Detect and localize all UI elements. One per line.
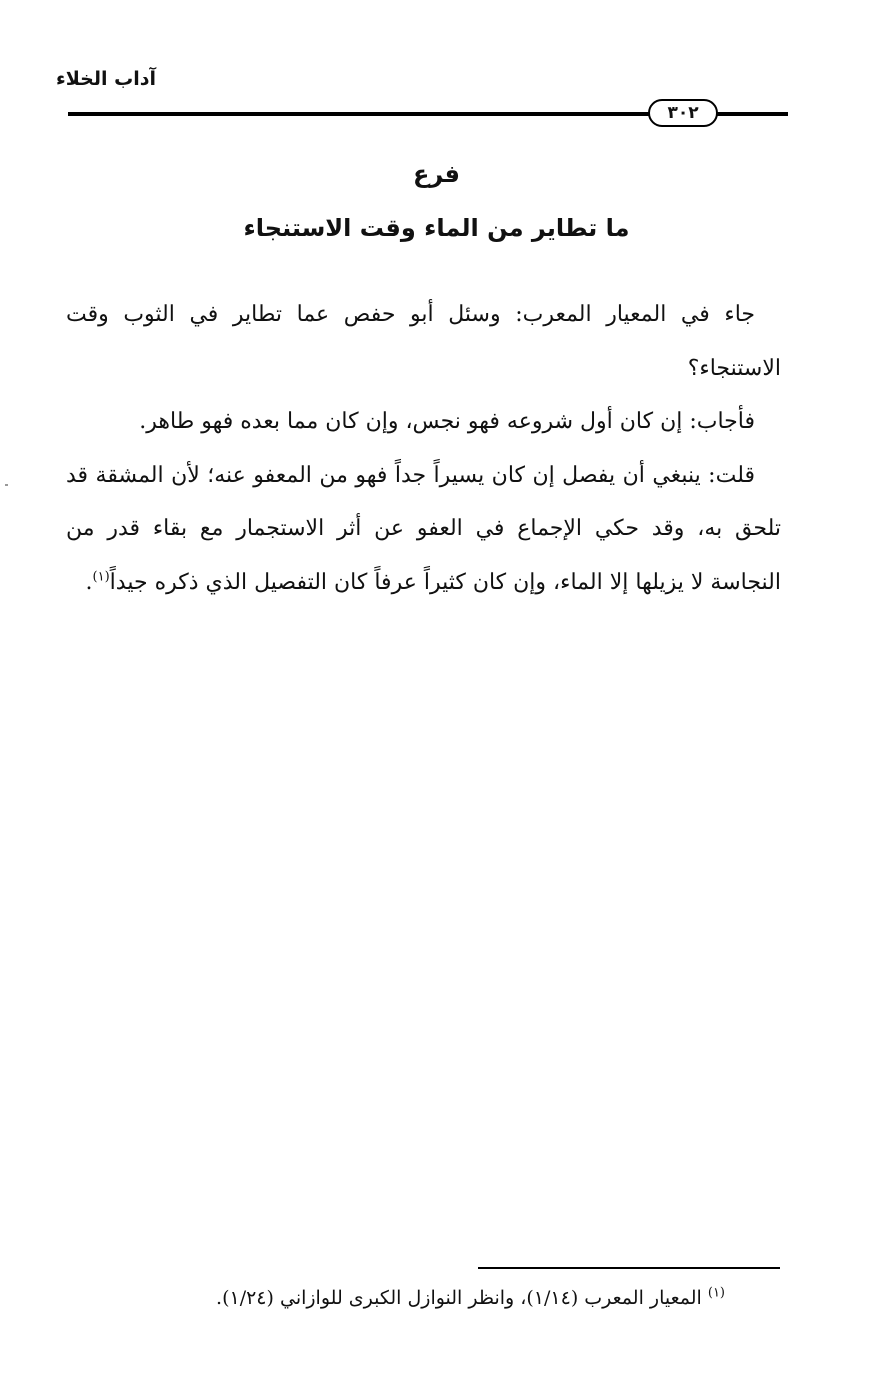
- paragraph-question: جاء في المعيار المعرب: وسئل أبو حفص عما تطاير في الثوب وقت الاستنجاء؟: [66, 302, 781, 381]
- footnote: [125, 1283, 725, 1313]
- comment-text: قلت: ينبغي أن يفصل إن كان يسيراً جداً فهو من المعفو عنه؛ لأن المشقة قد تلحق به، وقد حكي الإجماع في العفو عن أثر الاستجمار مع بقاء قدر من النجاسة لا يزيلها إلا الماء، وإن كان كثيراً عرفاً كان التفصيل الذي ذكره جيداً: [66, 462, 781, 595]
- paragraph-comment: [66, 449, 781, 610]
- footnote-rule: [478, 1267, 780, 1269]
- scan-speck: [5, 484, 8, 486]
- comment-end: .: [85, 569, 93, 595]
- footnote-marker: (١): [707, 1285, 725, 1301]
- running-header-title: آداب الخلاء: [56, 68, 156, 90]
- paragraph-answer: فأجاب: إن كان أول شروعه فهو نجس، وإن كان مما بعده فهو طاهر.: [139, 409, 755, 434]
- page-number-badge: ٣٠٢: [648, 99, 718, 127]
- section-label: فرع: [412, 160, 461, 188]
- footnote-reference[interactable]: (١): [92, 569, 110, 585]
- section-title: ما تطاير من الماء وقت الاستنجاء: [243, 214, 630, 242]
- body-text: [66, 288, 781, 609]
- footnote-text: المعيار المعرب (١/١٤)، وانظر النوازل الكبرى للوازاني (١/٢٤).: [216, 1287, 708, 1309]
